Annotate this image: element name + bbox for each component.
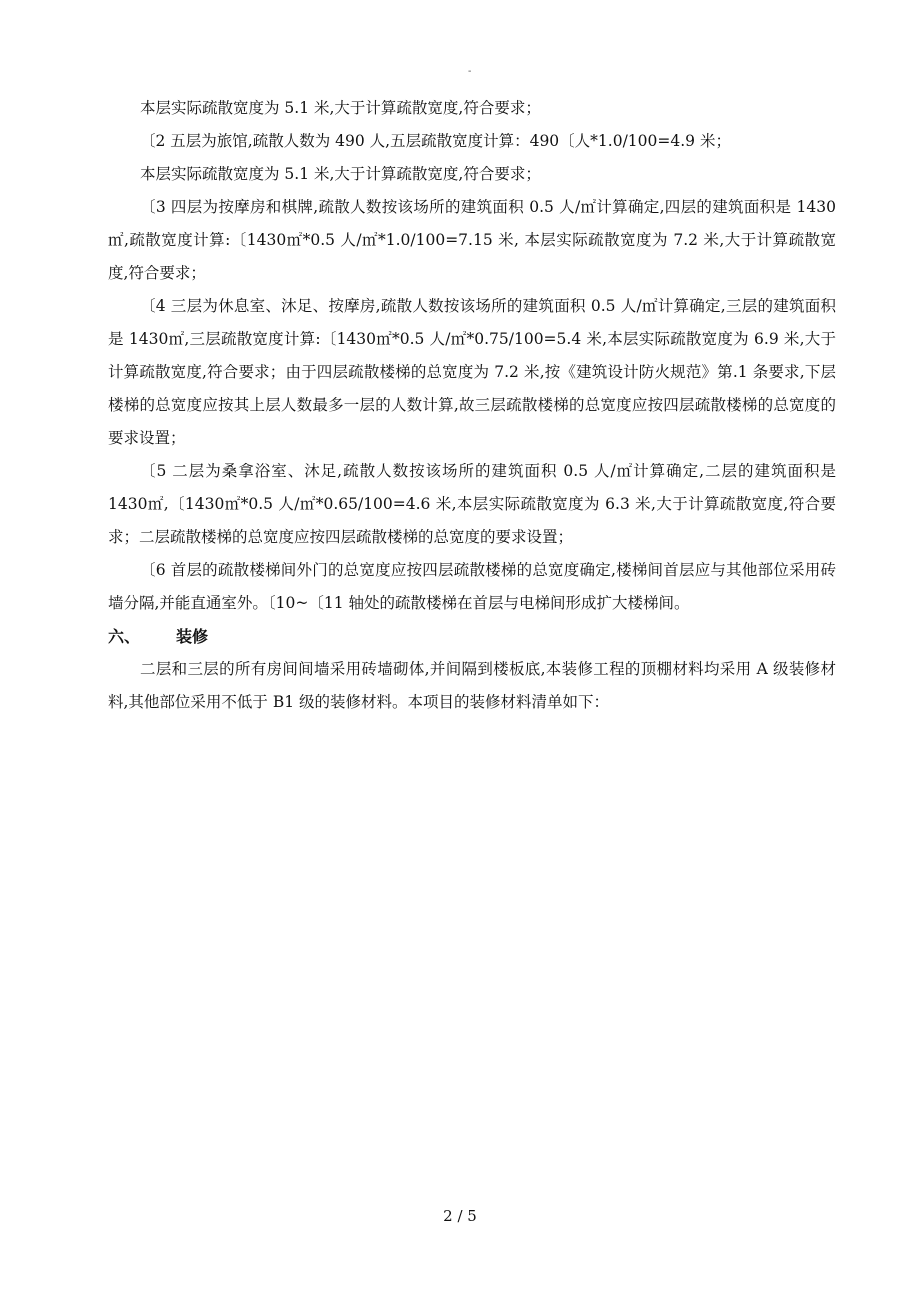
paragraph-1: 本层实际疏散宽度为 5.1 米,大于计算疏散宽度,符合要求； <box>140 99 541 117</box>
section-heading <box>108 620 836 653</box>
paragraph-6: 〔5 二层为桑拿浴室、沐足,疏散人数按该场所的建筑面积 0.5 人/㎡计算确定,二层的建筑面积是 1430㎡,〔1430㎡*0.5 人/㎡*0.65/100=4.6 米,本层实际疏散宽度为 6.3 米,大于计算疏散宽度,符合要求；二层疏散楼梯的总宽度应按四层疏散楼梯的总宽度的要求设置； <box>108 462 836 546</box>
document-body <box>108 92 836 719</box>
header-mark: - <box>468 66 472 77</box>
paragraph-5: 〔4 三层为休息室、沐足、按摩房,疏散人数按该场所的建筑面积 0.5 人/㎡计算确定,三层的建筑面积是 1430㎡,三层疏散宽度计算:〔1430㎡*0.5 人/㎡*0.75/100=5.4 米,本层实际疏散宽度为 6.9 米,大于计算疏散宽度,符合要求；由于四层疏散楼梯的总宽度为 7.2 米,按《建筑设计防火规范》第.1 条要求,下层楼梯的总宽度应按其上层人数最多一层的人数计算,故三层疏散楼梯的总宽度应按四层疏散楼梯的总宽度的要求设置； <box>108 297 836 447</box>
paragraph-2: 〔2 五层为旅馆,疏散人数为 490 人,五层疏散宽度计算：490〔人*1.0/100=4.9 米； <box>140 132 731 150</box>
page-number: 2 / 5 <box>443 1207 477 1225</box>
section-title: 装修 <box>176 627 209 646</box>
paragraph-4: 〔3 四层为按摩房和棋牌,疏散人数按该场所的建筑面积 0.5 人/㎡计算确定,四层的建筑面积是 1430 ㎡,疏散宽度计算:〔1430㎡*0.5 人/㎡*1.0/100=7.15 米, 本层实际疏散宽度为 7.2 米,大于计算疏散宽度,符合要求； <box>108 198 836 282</box>
paragraph-7: 〔6 首层的疏散楼梯间外门的总宽度应按四层疏散楼梯的总宽度确定,楼梯间首层应与其他部位采用砖墙分隔,并能直通室外。〔10~〔11 轴处的疏散楼梯在首层与电梯间形成扩大楼梯间。 <box>108 561 836 612</box>
paragraph-3: 本层实际疏散宽度为 5.1 米,大于计算疏散宽度,符合要求； <box>140 165 541 183</box>
section-number: 六、 <box>108 627 141 646</box>
section-paragraph: 二层和三层的所有房间间墙采用砖墙砌体,并间隔到楼板底,本装修工程的顶棚材料均采用 A 级装修材料,其他部位采用不低于 B1 级的装修材料。本项目的装修材料清单如下： <box>108 660 836 711</box>
